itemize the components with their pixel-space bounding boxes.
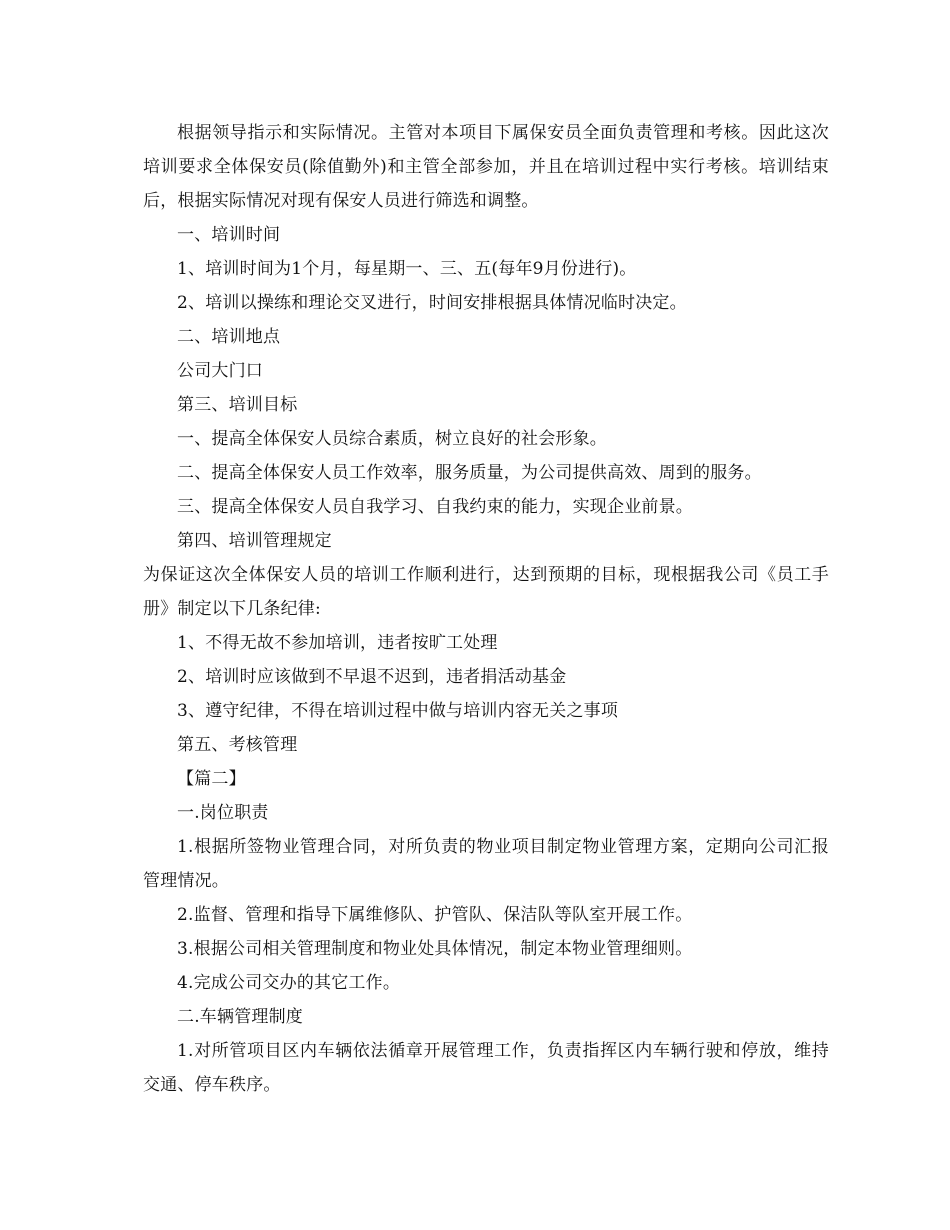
paragraph-duty-4: 4.完成公司交办的其它工作。: [177, 973, 401, 993]
heading-part-two: 【篇二】: [177, 769, 246, 789]
heading-vehicle-management: 二.车辆管理制度: [177, 1007, 304, 1027]
paragraph-vehicle-1: 1.对所管项目区内车辆依法循章开展管理工作，负责指挥区内车辆行驶和停放，维持交通、停车秩序。: [143, 1041, 829, 1095]
paragraph-rule-1: 1、不得无故不参加培训，违者按旷工处理: [177, 633, 498, 653]
paragraph-duty-3: 3.根据公司相关管理制度和物业处具体情况，制定本物业管理细则。: [177, 939, 693, 959]
heading-training-rules: 第四、培训管理规定: [177, 531, 332, 551]
document-body: [143, 116, 829, 1102]
paragraph-intro: 根据领导指示和实际情况。主管对本项目下属保安员全面负责管理和考核。因此这次培训要求全体保安员(除值勤外)和主管全部参加，并且在培训过程中实行考核。培训结束后，根据实际情况对现有保安人员进行筛选和调整。: [143, 123, 829, 211]
paragraph-training-time-2: 2、培训以操练和理论交叉进行，时间安排根据具体情况临时决定。: [177, 293, 687, 313]
heading-job-duties: 一.岗位职责: [177, 803, 269, 823]
paragraph-training-time-1: 1、培训时间为1个月，每星期一、三、五(每年9月份进行)。: [177, 259, 637, 279]
paragraph-duty-1: 1.根据所签物业管理合同，对所负责的物业项目制定物业管理方案，定期向公司汇报管理情况。: [143, 837, 829, 891]
paragraph-rule-3: 3、遵守纪律，不得在培训过程中做与培训内容无关之事项: [177, 701, 619, 721]
paragraph-rule-2: 2、培训时应该做到不早退不迟到，违者捐活动基金: [177, 667, 567, 687]
paragraph-training-location: 公司大门口: [177, 361, 263, 381]
paragraph-duty-2: 2.监督、管理和指导下属维修队、护管队、保洁队等队室开展工作。: [177, 905, 693, 925]
paragraph-goal-1: 一、提高全体保安人员综合素质，树立良好的社会形象。: [177, 429, 607, 449]
heading-training-location: 二、培训地点: [177, 327, 281, 347]
heading-training-goals: 第三、培训目标: [177, 395, 298, 415]
paragraph-goal-3: 三、提高全体保安人员自我学习、自我约束的能力，实现企业前景。: [177, 497, 693, 517]
heading-assessment: 第五、考核管理: [177, 735, 298, 755]
paragraph-goal-2: 二、提高全体保安人员工作效率，服务质量，为公司提供高效、周到的服务。: [177, 463, 762, 483]
heading-training-time: 一、培训时间: [177, 225, 281, 245]
paragraph-rules-intro: 为保证这次全体保安人员的培训工作顺利进行，达到预期的目标，现根据我公司《员工手册》制定以下几条纪律:: [143, 565, 829, 619]
